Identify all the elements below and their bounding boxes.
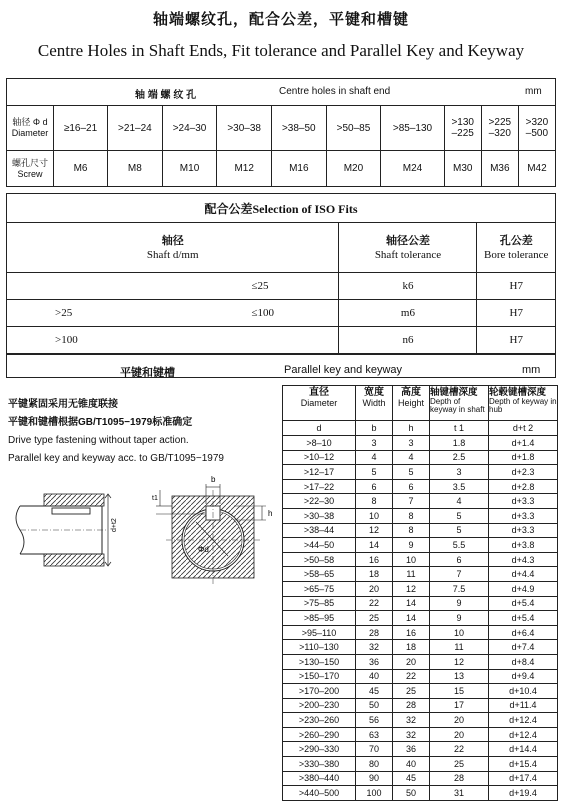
keyway-row (283, 625, 558, 640)
diameter-range: >12–17 (283, 465, 356, 480)
shaft-to: ≤25 (247, 273, 339, 300)
t1-label: t1 (152, 495, 158, 502)
keyway-title-cn: 平键和键槽 (120, 367, 175, 379)
screw-row (7, 151, 556, 187)
key-height: 28 (393, 698, 430, 713)
shaft-keyway-depth: 7 (430, 567, 489, 582)
shaft-to (247, 327, 339, 354)
keyway-row (283, 479, 558, 494)
desc-line-en-2: Parallel key and keyway acc. to GB/T1095−1979 (8, 453, 224, 464)
key-height: 3 (393, 436, 430, 451)
page-title-cn: 轴端螺纹孔，配合公差，平键和槽键 (152, 11, 409, 28)
screw-cell: M42 (518, 151, 555, 187)
key-width: 8 (356, 494, 393, 509)
shaft-keyway-depth: 6 (430, 552, 489, 567)
diameter-range: >10–12 (283, 450, 356, 465)
unit-label: mm (525, 86, 542, 97)
diameter-range: >380–440 (283, 771, 356, 786)
key-height: 20 (393, 654, 430, 669)
hub-keyway-depth: d+11.4 (489, 698, 558, 713)
shaft-keyway-depth: 12 (430, 654, 489, 669)
screw-cell: M16 (271, 151, 326, 187)
hub-keyway-depth: d+14.4 (489, 742, 558, 757)
key-width: 20 (356, 581, 393, 596)
shaft-keyway-depth: 22 (430, 742, 489, 757)
shaft-tolerance: n6 (339, 327, 477, 354)
shaft-keyway-depth: 25 (430, 757, 489, 772)
key-height: 4 (393, 450, 430, 465)
keyway-row (283, 757, 558, 772)
diameter-label: 轴径 Φ d Diameter (7, 106, 54, 151)
diameter-range: >44–50 (283, 538, 356, 553)
hub-keyway-depth: d+10.4 (489, 684, 558, 699)
bore-tolerance: H7 (477, 327, 556, 354)
keyway-table: 直径 Diameter 宽度 Width 高度 Height 轴键槽深度 Depth of keyway in shaft 轮毂键槽深度 Depth of keyway in hub d b h t 1 d+t 2 >8–10 3 3 1.8 d+1.4 >10–12 4 4 2.5 d+1.8 >12–17 5 5 3 d+2.3 >17–22 6 6 3.5 d+2.8 >22–30 8 7 4 d+3.3 >30–38 10 8 5 d+3.3 >38–44 12 8 5 d+3.3 >44–50 14 9 5.5 d+3.8 >50–58 16 10 6 d+4.3 >58–65 18 11 7 d+4.4 >65–75 20 12 7.5 d+4.9 >75–85 22 14 9 d+5.4 >85–95 25 14 9 d+5.4 >95–110 28 16 10 d+6.4 >110–130 32 18 11 d+7.4 >130–150 36 20 12 d+8.4 >150–170 40 22 13 d+9.4 >170–200 45 25 15 d+10.4 >200–230 50 28 17 d+11.4 >230–260 56 32 20 d+12.4 >260–290 63 32 20 d+12.4 >290–330 70 36 22 d+14.4 >330–380 80 40 25 d+15.4 >380–440 90 45 28 d+17.4 >440–500 100 50 31 d+19.4 (282, 385, 558, 801)
key-height: 36 (393, 742, 430, 757)
hub-keyway-depth: d+4.4 (489, 567, 558, 582)
key-width: 56 (356, 713, 393, 728)
desc-line-cn-2: 平键和键槽根据GB/T1095−1979标准确定 (8, 417, 193, 428)
shaft-keyway-depth: 9 (430, 596, 489, 611)
diameter-range: >170–200 (283, 684, 356, 699)
screw-cell: M36 (481, 151, 518, 187)
key-width: 70 (356, 742, 393, 757)
shaft-keyway-depth: 20 (430, 713, 489, 728)
keyway-row (283, 523, 558, 538)
keyway-row (283, 786, 558, 801)
keyway-row (283, 640, 558, 655)
key-width: 25 (356, 611, 393, 626)
hub-keyway-depth: d+3.3 (489, 523, 558, 538)
key-width: 90 (356, 771, 393, 786)
hub-keyway-depth: d+3.8 (489, 538, 558, 553)
iso-fits-title: 配合公差Selection of ISO Fits (7, 194, 556, 223)
diameter-range: >75–85 (283, 596, 356, 611)
diameter-range: >150–170 (283, 669, 356, 684)
shaft-from: >100 (7, 327, 248, 354)
shaft-keyway-depth: 20 (430, 727, 489, 742)
diameter-range: >95–110 (283, 625, 356, 640)
keyway-row (283, 684, 558, 699)
hub-keyway-depth: d+4.9 (489, 581, 558, 596)
key-height: 32 (393, 713, 430, 728)
hub-keyway-depth: d+3.3 (489, 494, 558, 509)
screw-cell: M8 (108, 151, 163, 187)
shaft-keyway-depth: 3 (430, 465, 489, 480)
diameter-range: >230–260 (283, 713, 356, 728)
diameter-range: >8–10 (283, 436, 356, 451)
keyway-row (283, 596, 558, 611)
key-width: 6 (356, 479, 393, 494)
diameter-cell: >38–50 (271, 106, 326, 151)
hub-keyway-depth: d+19.4 (489, 786, 558, 801)
shaft-keyway-depth: 5 (430, 508, 489, 523)
hub-keyway-depth: d+5.4 (489, 596, 558, 611)
bore-tolerance-header: 孔公差 Bore tolerance (477, 223, 556, 273)
diameter-range: >330–380 (283, 757, 356, 772)
key-width: 100 (356, 786, 393, 801)
hub-keyway-depth: d+3.3 (489, 508, 558, 523)
screw-cell: M24 (381, 151, 444, 187)
centre-holes-title-en: Centre holes in shaft end (279, 86, 391, 97)
shaft-keyway-depth: 31 (430, 786, 489, 801)
shaft-from: >25 (7, 300, 248, 327)
iso-fit-row (7, 327, 556, 354)
key-height: 18 (393, 640, 430, 655)
key-height: 5 (393, 465, 430, 480)
key-height: 45 (393, 771, 430, 786)
keyway-row (283, 698, 558, 713)
keyway-row (283, 742, 558, 757)
key-width: 40 (356, 669, 393, 684)
key-width: 12 (356, 523, 393, 538)
diameter-range: >50–58 (283, 552, 356, 567)
screw-cell: M30 (444, 151, 481, 187)
diameter-range: >440–500 (283, 786, 356, 801)
keyway-description (8, 396, 224, 468)
diameter-range: >110–130 (283, 640, 356, 655)
keyway-row (283, 494, 558, 509)
centre-holes-table (6, 78, 556, 187)
iso-fit-row (7, 273, 556, 300)
shaft-keyway-depth: 28 (430, 771, 489, 786)
key-width: 10 (356, 508, 393, 523)
key-height: 25 (393, 684, 430, 699)
key-width: 18 (356, 567, 393, 582)
key-width: 16 (356, 552, 393, 567)
diameter-range: >130–150 (283, 654, 356, 669)
diameter-range: >17–22 (283, 479, 356, 494)
keyway-row (283, 581, 558, 596)
keyway-row (283, 552, 558, 567)
hub-keyway-depth: d+9.4 (489, 669, 558, 684)
shaft-keyway-depth: 1.8 (430, 436, 489, 451)
diameter-cell: >225 –320 (481, 106, 518, 151)
keyway-diagram (6, 470, 282, 595)
keyway-unit: mm (522, 364, 541, 376)
d-t2-label: d+t2 (111, 518, 118, 532)
key-height: 14 (393, 611, 430, 626)
centre-holes-title-cn: 轴 端 螺 纹 孔 (135, 90, 197, 101)
key-width: 50 (356, 698, 393, 713)
shaft-keyway-depth: 3.5 (430, 479, 489, 494)
diameter-cell: >85–130 (381, 106, 444, 151)
keyway-cross-section (156, 484, 266, 584)
diameter-range: >260–290 (283, 727, 356, 742)
key-width: 63 (356, 727, 393, 742)
keyway-row (283, 508, 558, 523)
key-height: 12 (393, 581, 430, 596)
screw-cell: M20 (326, 151, 381, 187)
b-label: b (211, 475, 216, 484)
keyway-row (283, 771, 558, 786)
diameter-cell: >24–30 (162, 106, 217, 151)
keyway-header: 直径 Diameter 宽度 Width 高度 Height 轴键槽深度 Depth of keyway in shaft 轮毂键槽深度 Depth of keyway in hub (283, 386, 558, 421)
keyway-row (283, 436, 558, 451)
key-width: 22 (356, 596, 393, 611)
hub-keyway-depth: d+5.4 (489, 611, 558, 626)
key-width: 32 (356, 640, 393, 655)
page-title-en: Centre Holes in Shaft Ends, Fit tolerance and Parallel Key and Keyway (37, 41, 525, 60)
key-height: 9 (393, 538, 430, 553)
key-height: 10 (393, 552, 430, 567)
shaft-from (7, 273, 248, 300)
hub-keyway-depth: d+1.4 (489, 436, 558, 451)
keyway-row (283, 669, 558, 684)
keyway-row (283, 727, 558, 742)
shaft-keyway-depth: 2.5 (430, 450, 489, 465)
diameter-cell: ≥16–21 (54, 106, 108, 151)
diameter-range: >200–230 (283, 698, 356, 713)
shaft-keyway-depth: 11 (430, 640, 489, 655)
key-height: 8 (393, 508, 430, 523)
key-height: 50 (393, 786, 430, 801)
key-width: 80 (356, 757, 393, 772)
key-width: 28 (356, 625, 393, 640)
shaft-side-view (16, 494, 111, 566)
key-width: 3 (356, 436, 393, 451)
key-height: 8 (393, 523, 430, 538)
shaft-keyway-depth: 17 (430, 698, 489, 713)
diameter-range: >22–30 (283, 494, 356, 509)
key-height: 6 (393, 479, 430, 494)
shaft-to: ≤100 (247, 300, 339, 327)
screw-cell: M10 (162, 151, 217, 187)
iso-fits-table (6, 193, 556, 354)
hub-keyway-depth: d+1.8 (489, 450, 558, 465)
hub-keyway-depth: d+6.4 (489, 625, 558, 640)
diameter-cell: >50–85 (326, 106, 381, 151)
hub-keyway-depth: d+12.4 (489, 713, 558, 728)
keyway-row (283, 713, 558, 728)
h-label: h (268, 509, 273, 518)
shaft-tolerance: k6 (339, 273, 477, 300)
screw-cell: M6 (54, 151, 108, 187)
screw-label: 螺孔尺寸 Screw (7, 151, 54, 187)
diameter-cell: >30–38 (217, 106, 272, 151)
hub-keyway-depth: d+2.8 (489, 479, 558, 494)
hub-keyway-depth: d+17.4 (489, 771, 558, 786)
centre-holes-header (7, 79, 556, 106)
diameter-range: >58–65 (283, 567, 356, 582)
key-height: 32 (393, 727, 430, 742)
bore-tolerance: H7 (477, 273, 556, 300)
shaft-keyway-depth: 15 (430, 684, 489, 699)
hub-keyway-depth: d+12.4 (489, 727, 558, 742)
key-width: 36 (356, 654, 393, 669)
keyway-title-en: Parallel key and keyway (284, 364, 403, 376)
shaft-header: 轴径 Shaft d/mm (7, 223, 339, 273)
shaft-tolerance-header: 轴径公差 Shaft tolerance (339, 223, 477, 273)
hub-keyway-depth: d+7.4 (489, 640, 558, 655)
diameter-range: >30–38 (283, 508, 356, 523)
diameter-cell: >130 –225 (444, 106, 481, 151)
diameter-range: >38–44 (283, 523, 356, 538)
shaft-keyway-depth: 5.5 (430, 538, 489, 553)
desc-line-en-1: Drive type fastening without taper action. (8, 435, 189, 446)
hub-keyway-depth: d+2.3 (489, 465, 558, 480)
keyway-row (283, 538, 558, 553)
hub-keyway-depth: d+8.4 (489, 654, 558, 669)
phi-d-label: Φd (198, 545, 209, 554)
diameter-row (7, 106, 556, 151)
shaft-keyway-depth: 7.5 (430, 581, 489, 596)
shaft-keyway-depth: 4 (430, 494, 489, 509)
shaft-keyway-depth: 10 (430, 625, 489, 640)
key-width: 45 (356, 684, 393, 699)
key-height: 40 (393, 757, 430, 772)
key-height: 7 (393, 494, 430, 509)
diameter-range: >290–330 (283, 742, 356, 757)
keyway-row (283, 654, 558, 669)
key-width: 14 (356, 538, 393, 553)
keyway-section-header (6, 354, 556, 378)
key-height: 11 (393, 567, 430, 582)
diameter-cell: >320 –500 (518, 106, 555, 151)
keyway-row (283, 611, 558, 626)
diameter-range: >65–75 (283, 581, 356, 596)
keyway-row (283, 567, 558, 582)
keyway-row (283, 450, 558, 465)
shaft-keyway-depth: 5 (430, 523, 489, 538)
key-width: 5 (356, 465, 393, 480)
key-height: 22 (393, 669, 430, 684)
shaft-keyway-depth: 13 (430, 669, 489, 684)
diameter-cell: >21–24 (108, 106, 163, 151)
desc-line-cn-1: 平键紧固采用无锥度联接 (8, 399, 118, 410)
diameter-range: >85–95 (283, 611, 356, 626)
hub-keyway-depth: d+15.4 (489, 757, 558, 772)
bore-tolerance: H7 (477, 300, 556, 327)
shaft-tolerance: m6 (339, 300, 477, 327)
hub-keyway-depth: d+4.3 (489, 552, 558, 567)
key-height: 14 (393, 596, 430, 611)
iso-fit-row (7, 300, 556, 327)
keyway-row (283, 465, 558, 480)
screw-cell: M12 (217, 151, 272, 187)
shaft-keyway-depth: 9 (430, 611, 489, 626)
key-width: 4 (356, 450, 393, 465)
key-height: 16 (393, 625, 430, 640)
